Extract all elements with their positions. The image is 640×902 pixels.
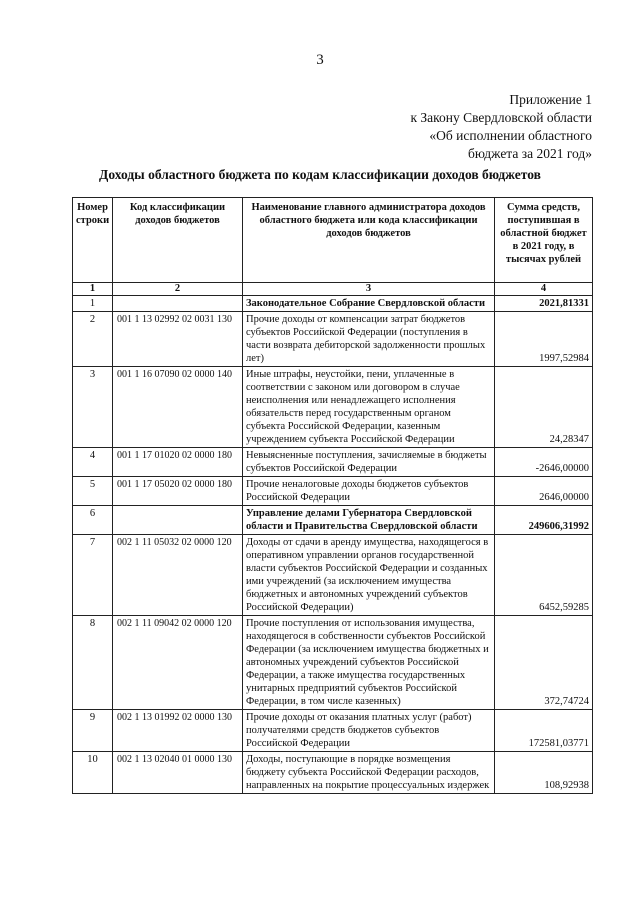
header-row-number: Номер строки [73,198,113,283]
column-number-row [73,283,593,296]
row-number: 4 [73,448,113,477]
row-code: 002 1 11 09042 02 0000 120 [113,616,243,710]
column-number: 1 [73,283,113,296]
document-title: Доходы областного бюджета по кодам классификации доходов бюджетов [99,167,541,182]
row-code: 001 1 17 01020 02 0000 180 [113,448,243,477]
row-code: 002 1 11 05032 02 0000 120 [113,535,243,616]
appendix-line-3: «Об исполнении областного [429,128,592,143]
row-number: 5 [73,477,113,506]
row-sum: -2646,00000 [495,448,593,477]
row-code: 002 1 13 01992 02 0000 130 [113,710,243,752]
header-sum: Сумма средств, поступившая в областной бюджет в 2021 году, в тысячах рублей [495,198,593,283]
table-row [73,448,593,477]
row-sum: 249606,31992 [495,506,593,535]
row-sum: 2021,81331 [495,296,593,312]
table-row [73,535,593,616]
table-row [73,477,593,506]
column-number: 2 [113,283,243,296]
row-number: 7 [73,535,113,616]
table-row [73,506,593,535]
row-number: 3 [73,367,113,448]
row-number: 1 [73,296,113,312]
row-sum: 1997,52984 [495,312,593,367]
table-row [73,367,593,448]
column-number: 3 [243,283,495,296]
table-row [73,312,593,367]
row-name: Прочие поступления от использования имущества, находящегося в собственности субъектов Российской Федерации (за исключением имущества бюджетных и автономных учреждений субъектов Российской Федерации, а также имущества государственных унитарных предприятий субъектов Российской Федерации, в том числе казенных) [243,616,495,710]
row-name: Невыясненные поступления, зачисляемые в бюджеты субъектов Российской Федерации [243,448,495,477]
row-name: Прочие неналоговые доходы бюджетов субъектов Российской Федерации [243,477,495,506]
row-sum: 2646,00000 [495,477,593,506]
row-code: 002 1 13 02040 01 0000 130 [113,752,243,794]
row-name: Прочие доходы от оказания платных услуг (работ) получателями средств бюджетов субъектов Российской Федерации [243,710,495,752]
row-name: Иные штрафы, неустойки, пени, уплаченные в соответствии с законом или договором в случае неисполнения или ненадлежащего исполнения обязательств перед государственным органом субъекта Российской Федерации, казенным учреждением субъекта Российской Федерации [243,367,495,448]
row-code [113,506,243,535]
header-code: Код классификации доходов бюджетов [113,198,243,283]
row-name: Управление делами Губернатора Свердловской области и Правительства Свердловской области [243,506,495,535]
row-number: 9 [73,710,113,752]
row-code: 001 1 13 02992 02 0031 130 [113,312,243,367]
row-sum: 24,28347 [495,367,593,448]
row-name: Прочие доходы от компенсации затрат бюджетов субъектов Российской Федерации (поступления в части возврата дебиторской задолженности прошлых лет) [243,312,495,367]
row-name: Законодательное Собрание Свердловской области [243,296,495,312]
page-number: 3 [316,52,324,68]
row-name: Доходы от сдачи в аренду имущества, находящегося в оперативном управлении органов государственной власти субъектов Российской Федерации и созданных ими учреждений (за исключением имущества бюджетных и автономных учреждений субъектов Российской Федерации) [243,535,495,616]
appendix-line-4: бюджета за 2021 год» [468,146,592,161]
income-table [72,197,593,794]
header-name: Наименование главного администратора доходов областного бюджета или кода классификации доходов бюджетов [243,198,495,283]
appendix-header [410,91,592,163]
table-row [73,616,593,710]
appendix-line-2: к Закону Свердловской области [410,110,592,125]
appendix-line-1: Приложение 1 [509,92,592,107]
row-sum: 372,74724 [495,616,593,710]
row-number: 8 [73,616,113,710]
table-header-row [73,198,593,283]
column-number: 4 [495,283,593,296]
row-code: 001 1 17 05020 02 0000 180 [113,477,243,506]
table-row [73,710,593,752]
table-row [73,296,593,312]
row-code: 001 1 16 07090 02 0000 140 [113,367,243,448]
row-sum: 172581,03771 [495,710,593,752]
row-number: 6 [73,506,113,535]
row-sum: 108,92938 [495,752,593,794]
row-code [113,296,243,312]
table-row [73,752,593,794]
row-name: Доходы, поступающие в порядке возмещения бюджету субъекта Российской Федерации расходов, направленных на покрытие процессуальных издержек [243,752,495,794]
row-sum: 6452,59285 [495,535,593,616]
row-number: 2 [73,312,113,367]
row-number: 10 [73,752,113,794]
